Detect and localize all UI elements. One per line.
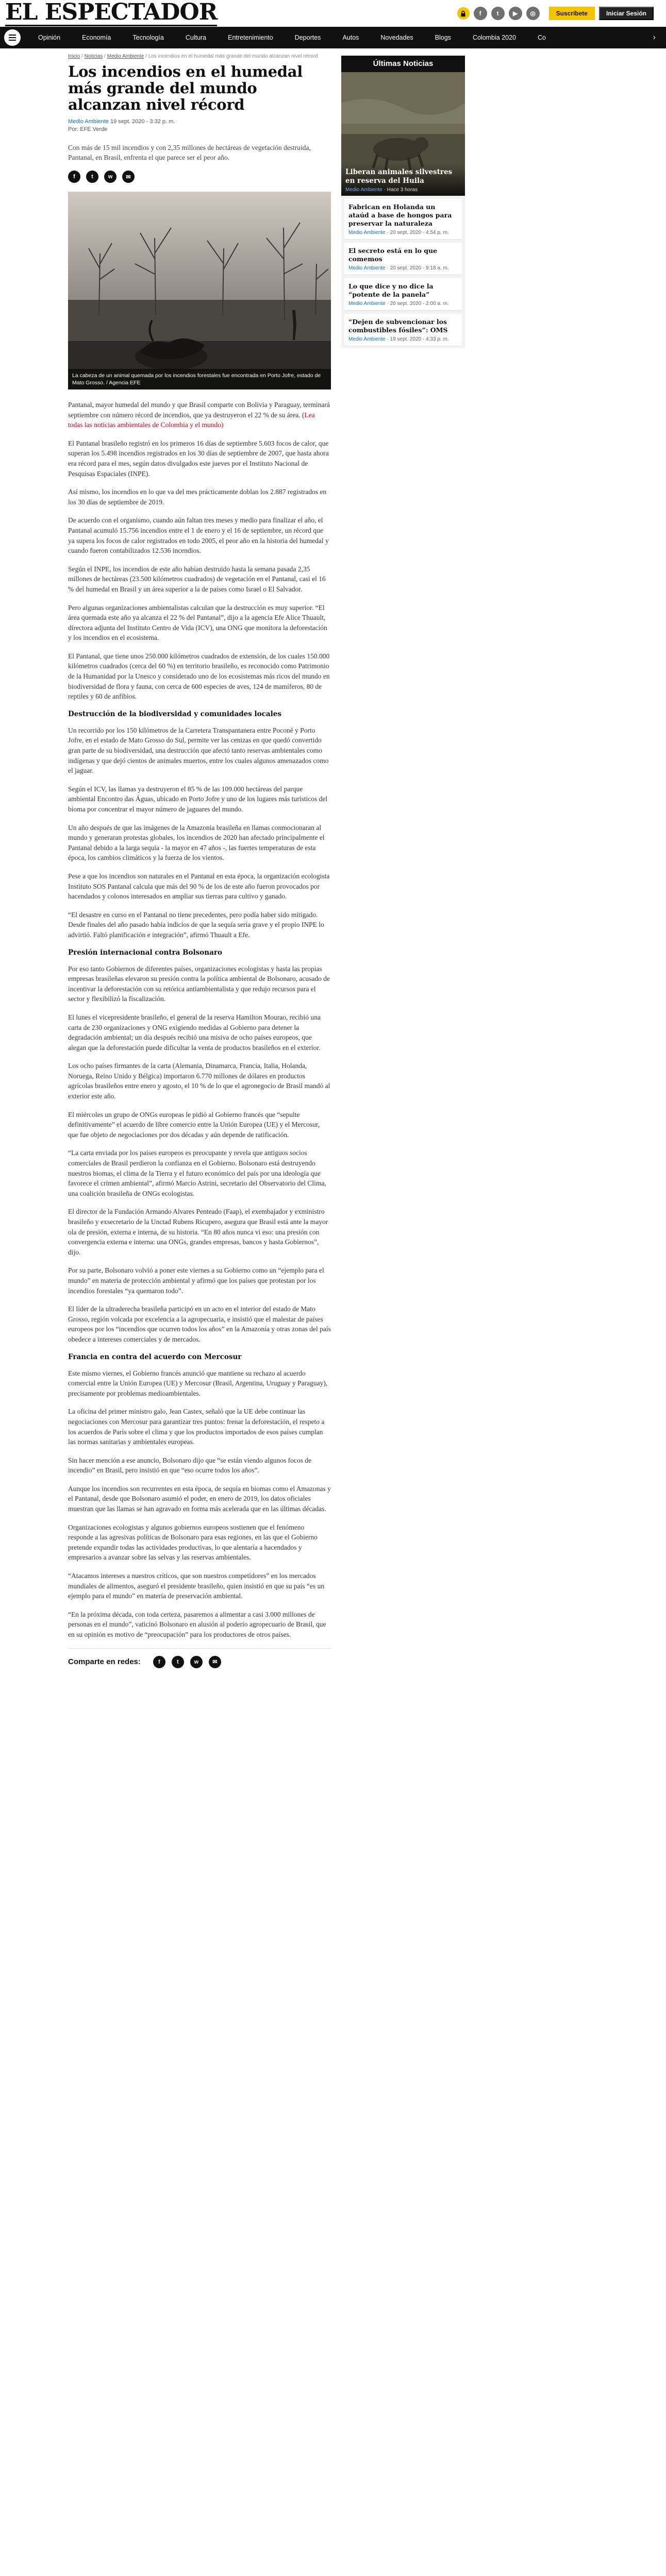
article-lead: Con más de 15 mil incendios y con 2,35 millones de hectáreas de vegetación destruida, Pantanal, en Brasil, enfrenta el que parece ser el peor año. xyxy=(68,144,311,161)
article-paragraph: Organizaciones ecologistas y algunos gobiernos europeos sostienen que el fenómeno responde a las agresivas políticas de Bolsonaro para esas regiones, en las que el Gobierno pretende expandir todas las actividades productivas, lo que alentaría a hacendados y empresarios a avanzar sobre las selvas y las reservas ambientales. xyxy=(68,1523,318,1562)
burned-landscape-image xyxy=(68,192,331,389)
twitter-icon[interactable]: t xyxy=(172,1656,184,1668)
feature-caption xyxy=(341,164,465,196)
article-paragraph: Según el ICV, las llamas ya destruyeron el 85 % de las 109.000 hectáreas del parque ambiental Encontro das Águas, ubicado en Porto Jofre y uno de los lugares más turísticos del bioma por concentrar el mayor número de jaguares del mundo. xyxy=(68,785,328,813)
sidebar-list xyxy=(341,72,465,348)
nav-item-opinion[interactable]: Opinión xyxy=(38,34,61,41)
nav-item-truncated[interactable]: Co xyxy=(538,34,546,41)
article-paragraph: Pero algunas organizaciones ambientalistas calculan que la destrucción es muy superior. “El área quemada este año ya alcanza el 22 % del Pantanal”, dijo a la agencia Efe Alice Thuault, directora adjunta del Instituto Centro de Vida (ICV), una ONG que monitora la deforestación y los incendios en el ecosistema. xyxy=(68,603,327,642)
share-bar-top xyxy=(68,171,331,183)
news-title[interactable]: Lo que dice y no dice la “potente de la panela” xyxy=(348,282,434,298)
list-item[interactable] xyxy=(344,199,462,240)
news-section[interactable]: Medio Ambiente xyxy=(348,230,386,235)
article-subheading: Francia en contra del acuerdo con Mercosur xyxy=(68,1352,242,1361)
article-section-link[interactable]: Medio Ambiente xyxy=(68,118,109,125)
whatsapp-icon[interactable]: w xyxy=(104,171,116,183)
nav-item-economia[interactable]: Economía xyxy=(82,34,111,41)
paragraph-text: Pantanal, mayor humedal del mundo y que Brasil comparte con Bolivia y Paraguay, terminará septiembre con número récord de incendios, que ya destruyeron el 22 % de su área. xyxy=(68,401,330,419)
sidebar-feature[interactable] xyxy=(341,72,465,196)
nav-item-deportes[interactable]: Deportes xyxy=(294,34,321,41)
news-date: 19 sept. 2020 - 4:33 p. m. xyxy=(390,336,449,342)
article xyxy=(68,54,331,1673)
breadcrumb: Inicio / Noticias / Medio Ambiente / Los incendios en el humedal más grande del mundo alcanzan nivel récord xyxy=(68,54,318,59)
email-icon[interactable]: ✉ xyxy=(122,171,135,183)
article-paragraph: Por eso tanto Gobiernos de diferentes países, organizaciones ecologistas y hasta las propias empresas brasileñas elevaron su presión contra la política ambiental de Bolsonaro, acusado de incentivar la deforestación con su retórica antiambientalista y que redujo recursos para el sector y flexibilizó la fiscalización. xyxy=(68,964,330,1003)
nav-item-blogs[interactable]: Blogs xyxy=(435,34,451,41)
news-section[interactable]: Medio Ambiente xyxy=(348,336,386,342)
article-paragraph: Este mismo viernes, el Gobierno francés anunció que mantiene su rechazo al acuerdo comercial entre la Unión Europea (UE) y Mercosur (Brasil, Argentina, Uruguay y Paraguay), precisamente por problemas medioambientales. xyxy=(68,1369,328,1397)
related-news-link[interactable]: (Lea todas las noticias ambientales de Colombia y el mundo) xyxy=(68,411,315,429)
news-date: 20 sept. 2020 - 2:00 a. m. xyxy=(390,301,449,307)
article-paragraph: El lunes el vicepresidente brasileño, el general de la reserva Hamilton Mourao, recibió una carta de 230 organizaciones y ONG exigiendo medidas al Gobierno para detener la degradación ambiental; un día después recibió una misiva de ocho países europeos, que alegan que la deforestación puede dificultar la venta de productos brasileños en el exterior. xyxy=(68,1013,321,1052)
whatsapp-icon[interactable]: w xyxy=(190,1656,203,1668)
feature-meta: Medio Ambiente · Hace 3 horas xyxy=(345,187,418,193)
brand-actions xyxy=(457,7,654,20)
facebook-icon[interactable]: f xyxy=(68,171,80,183)
article-paragraph: Por su parte, Bolsonaro volvió a poner este viernes a su Gobierno como un “ejemplo para el mundo” en materia de protección ambiental y afirmó que los países que protestan por los incendios forestales “ya quemaron todo”. xyxy=(68,1266,324,1295)
sidebar-header: Últimas Noticias xyxy=(341,56,465,72)
article-image xyxy=(68,192,331,389)
article-paragraph: De acuerdo con el organismo, cuando aún faltan tres meses y medio para finalizar el año, el Pantanal acumuló 15.756 incendios entre el 1 de enero y el 16 de septiembre, un récord que ya supera los focos de calor registrados en todo 2005, el peor año en la historia del humedal y cuando fueron contabilizados 12.536 incendios. xyxy=(68,516,329,555)
article-paragraph: “La carta enviada por los países europeos es preocupante y revela que antiguos socios comerciales de Brasil perdieron la confianza en el Gobierno. Bolsonaro está destruyendo nuestros biomas, el clima de la Tierra y el futuro económico del país por una ideología que favorece el crimen ambiental”, afirmó Marcio Astrini, secretario del Observatorio del Clima, una coalición brasileña de ONGs ecologistas. xyxy=(68,1149,326,1197)
list-item[interactable] xyxy=(344,278,462,311)
twitter-icon[interactable]: t xyxy=(491,7,505,20)
article-paragraph: La oficina del primer ministro galo, Jean Castex, señaló que la UE debe continuar las negociaciones con Mercosur para garantizar tres puntos: frenar la deforestación, el respeto a los acuerdos de París sobre el clima y que los productos importados de esos países cumplan las normas sanitarias y ambientales europeas. xyxy=(68,1408,325,1446)
article-paragraph: Un recorrido por los 150 kilómetros de la Carretera Transpantanera entre Poconé y Porto Jofre, en el estado de Mato Grosso do Sul, permite ver las cenizas en que quedó convertido gran parte de su biodiversidad, una destrucción que afectó tanto reservas ambientales como indígenas y que dejó cientos de animales muertos, entre los cuales algunos amenazados como el jaguar. xyxy=(68,726,329,775)
page-title: Los incendios en el humedal más grande del mundo alcanzan nivel récord xyxy=(68,63,303,113)
nav-item-autos[interactable]: Autos xyxy=(342,34,359,41)
article-date: 19 sept. 2020 - 3:32 p. m. xyxy=(110,118,175,125)
news-title[interactable]: El secreto está en lo que comemos xyxy=(348,247,438,263)
feature-time: Hace 3 horas xyxy=(387,187,418,193)
lock-icon[interactable] xyxy=(457,7,470,20)
article-paragraph: “Atacamos intereses a nuestros críticos, que son nuestros competidores” en los mercados mundiales de alimentos, aseguró el presidente brasileño, quien insistió en que su país “es un ejemplo para el mundo” en materia de preservación ambiental. xyxy=(68,1572,325,1600)
subscribe-button[interactable]: Suscríbete xyxy=(549,7,595,20)
article-paragraph: El líder de la ultraderecha brasileña participó en un acto en el interior del estado de Mato Grosso, región volcada por excelencia a la agropecuaria, e insistió que el malestar de países europeos por los “incendios que ocurren todos los años” en la Amazonía y otras zonas del país obedece a intereses comerciales y de mercados. xyxy=(68,1305,331,1343)
nav-item-cultura[interactable]: Cultura xyxy=(185,34,207,41)
article-paragraph: El Pantanal brasileño registró en los primeros 16 días de septiembre 5.603 focos de calor, que superan los 5.498 incendios registrados en los 30 días de septiembre de 2007, que hasta ahora era récord para el mes, según datos divulgados este jueves por el Instituto Nacional de Pesquisas Espaciales (INPE). xyxy=(68,439,329,478)
article-paragraph: El miércoles un grupo de ONGs europeas le pidió al Gobierno francés que “sepulte definitivamente” el acuerdo de libre comercio entre la Unión Europea (UE) y el Mercosur, que fue objeto de negociaciones por dos décadas y aún depende de ratificación. xyxy=(68,1110,320,1139)
article-paragraph: Pese a que los incendios son naturales en el Pantanal en esta época, la organización ecologista Instituto SOS Pantanal calcula que más del 90 % de los de este año fueron provocados por hacendados y colonos interesados en ampliar sus tierras para cultivo y ganado. xyxy=(68,872,330,901)
share-bar-bottom xyxy=(68,1648,331,1668)
article-meta xyxy=(68,118,331,133)
brand-bar xyxy=(0,0,666,27)
nav-item-entretenimiento[interactable]: Entretenimiento xyxy=(228,34,273,41)
news-title[interactable]: “Dejen de subvencionar los combustibles fósiles”: OMS xyxy=(348,318,448,334)
news-date: 20 sept. 2020 - 4:54 p. m. xyxy=(390,230,449,235)
nav-item-tecnologia[interactable]: Tecnología xyxy=(132,34,164,41)
article-byline: Por: EFE Verde xyxy=(68,126,108,132)
menu-icon[interactable] xyxy=(4,29,21,46)
breadcrumb-link-noticias[interactable]: Noticias xyxy=(84,54,103,59)
news-meta: Medio Ambiente · 20 sept. 2020 - 9:18 a. m. xyxy=(348,265,449,271)
news-date: 20 sept. 2020 - 9:18 a. m. xyxy=(390,265,449,271)
article-paragraph: El director de la Fundación Armando Alvares Penteado (Faap), el exembajador y exministro brasileño y exsecretario de la Unctad Rubens Ricupero, asegura que Brasil está ante la mayor ola de presión, externa e interna, de su historia. “En 80 años nunca vi eso: una presión con convergencia externa e interna: una ONGs, grandes empresas, bancos y hasta Gobiernos”, dijo. xyxy=(68,1208,328,1256)
page-body xyxy=(0,54,666,1673)
article-paragraph: Aunque los incendios son recurrentes en esta época, de sequía en biomas como el Amazonas y el Pantanal, desde que Bolsonaro asumió el poder, en enero de 2019, los datos oficiales muestran que las llamas se han agravado en forma más acelerada que en las últimas décadas. xyxy=(68,1484,331,1513)
feature-title[interactable]: Liberan animales silvestres en reserva del Huila xyxy=(345,168,453,185)
twitter-icon[interactable]: t xyxy=(86,171,98,183)
article-paragraph: Un año después de que las imágenes de la Amazonia brasileña en llamas conmocionaran al mundo y generaran protestas globales, los incendios de 2020 han afectado principalmente el Pantanal debido a la larga sequía - la mayor en 47 años -, las fuertes temperaturas de esta época, los cambios climáticos y la fuerza de los vientos. xyxy=(68,823,325,862)
news-section[interactable]: Medio Ambiente xyxy=(348,301,386,307)
youtube-icon[interactable]: ▶ xyxy=(509,7,522,20)
article-paragraph: “El desastre en curso en el Pantanal no tiene precedentes, pero podía haber sido mitigado. Desde finales del año pasado había indicios de que la sequía sería grave y el propio INPE lo advirtió. Faltó planificación e integración”, afirmó Thuault a Efe. xyxy=(68,910,324,939)
news-title[interactable]: Fabrican en Holanda un ataúd a base de hongos para preservar la naturaleza xyxy=(348,203,452,227)
article-paragraph: “En la próxima década, con toda certeza, pasaremos a alimentar a casi 3.000 millones de personas en el mundo”, vaticinó Bolsonaro en alusión al poderío agropecuario de Brasil, que en su opinión es motivo de “preocupación” para los productores de otros países. xyxy=(68,1610,326,1638)
article-subheading: Destrucción de la biodiversidad y comunidades locales xyxy=(68,709,281,718)
feature-section[interactable]: Medio Ambiente xyxy=(345,187,382,193)
breadcrumb-link-medio-ambiente[interactable]: Medio Ambiente xyxy=(107,54,144,59)
chevron-right-icon[interactable]: › xyxy=(653,33,656,42)
article-paragraph: Sin hacer mención a ese anuncio, Bolsonaro dijo que “se están viendo algunos focos de incendio” en Brasil, pero insistió en que “eso ocurre todos los años”. xyxy=(68,1456,311,1475)
nav-item-novedades[interactable]: Novedades xyxy=(380,34,413,41)
site-logo[interactable]: EL ESPECTADOR xyxy=(5,0,218,25)
article-body xyxy=(68,400,331,1640)
article-paragraph: Según el INPE, los incendios de este año habían destruido hasta la semana pasada 2,35 millones de hectáreas (23.500 kilómetros cuadrados) de vegetación en el Pantanal, casi el 16 % del humedal en Brasil y un área superior a la de países como Israel o El Salvador. xyxy=(68,565,326,593)
latest-news-sidebar xyxy=(341,56,465,1673)
facebook-icon[interactable]: f xyxy=(153,1656,165,1668)
news-section[interactable]: Medio Ambiente xyxy=(348,265,386,271)
news-meta: Medio Ambiente · 20 sept. 2020 - 4:54 p. m. xyxy=(348,230,449,235)
breadcrumb-link-inicio[interactable]: Inicio xyxy=(68,54,80,59)
main-nav xyxy=(0,27,666,48)
share-label: Comparte en redes: xyxy=(68,1657,141,1667)
article-paragraph xyxy=(68,400,331,430)
article-paragraph: El Pantanal, que tiene unos 250.000 kilómetros cuadrados de extensión, de los cuales 150.000 kilómetros cuadrados (cerca del 60 %) en territorio brasileño, es reconocido como Patrimonio de la Humanidad por la Unesco y considerado uno de los ecosistemas más ricos del mundo en biodiversidad de flora y fauna, con cerca de 600 especies de aves, 124 de mamíferos, 80 de reptiles y 60 de anfibios. xyxy=(68,652,330,701)
facebook-icon[interactable]: f xyxy=(474,7,487,20)
list-item[interactable] xyxy=(344,314,462,346)
news-meta: Medio Ambiente · 20 sept. 2020 - 2:00 a. m. xyxy=(348,301,449,307)
instagram-icon[interactable]: ◎ xyxy=(526,7,540,20)
login-button[interactable]: Iniciar Sesión xyxy=(599,7,654,20)
nav-item-colombia-2020[interactable]: Colombia 2020 xyxy=(472,34,517,41)
article-paragraph: Así mismo, los incendios en lo que va del mes prácticamente doblan los 2.887 registrados en los 30 días de septiembre de 2019. xyxy=(68,488,327,506)
email-icon[interactable]: ✉ xyxy=(209,1656,221,1668)
article-paragraph: Los ocho países firmantes de la carta (Alemania, Dinamarca, Francia, Italia, Holanda, Noruega, Reino Unido y Bélgica) importaron 6.770 millones de dólares en productos agrícolas brasileños entre enero y agosto, el 10 % de lo que el agronegocio de Brasil mandó al exterior este año. xyxy=(68,1062,330,1100)
news-meta: Medio Ambiente · 19 sept. 2020 - 4:33 p. m. xyxy=(348,336,449,342)
breadcrumb-current: Los incendios en el humedal más grande del mundo alcanzan nivel récord xyxy=(148,54,318,59)
article-subheading: Presión internacional contra Bolsonaro xyxy=(68,948,222,957)
list-item[interactable] xyxy=(344,243,462,275)
image-caption: La cabeza de un animal quemada por los incendios forestales fue encontrada en Porto Jofre, estado de Mato Grosso. / Agencia EFE xyxy=(68,369,331,389)
